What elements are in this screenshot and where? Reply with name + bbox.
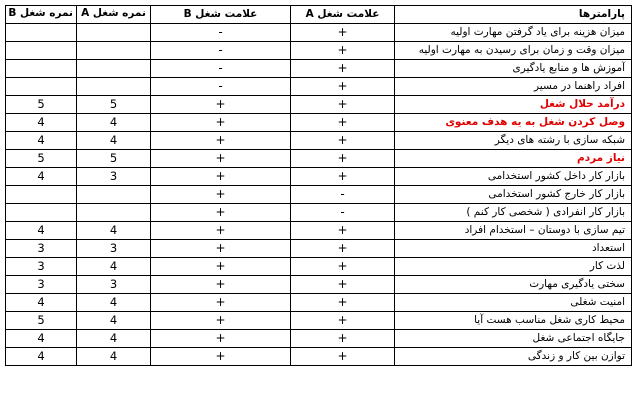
parameter-cell: محیط کاری شغل مناسب هست آیا (395, 312, 632, 330)
header-score-b: نمره شغل B (6, 6, 77, 24)
mark-a-cell: + (291, 294, 395, 312)
mark-b-cell: + (151, 114, 291, 132)
score-b-cell (6, 186, 77, 204)
mark-a-cell: + (291, 96, 395, 114)
score-a-cell: 4 (77, 294, 151, 312)
score-a-cell: 4 (77, 348, 151, 366)
parameter-cell: توازن بین کار و زندگی (395, 348, 632, 366)
table-row (6, 96, 632, 114)
mark-a-cell: + (291, 60, 395, 78)
score-a-cell: 5 (77, 96, 151, 114)
score-a-cell (77, 24, 151, 42)
table-row (6, 222, 632, 240)
header-params: پارامترها (395, 6, 632, 24)
mark-a-cell: - (291, 204, 395, 222)
table-row (6, 42, 632, 60)
mark-b-cell: + (151, 258, 291, 276)
parameter-cell: بازار کار انفرادی ( شخصی کار کنم ) (395, 204, 632, 222)
score-b-cell: 4 (6, 330, 77, 348)
score-a-cell: 3 (77, 276, 151, 294)
table-row (6, 60, 632, 78)
mark-b-cell: - (151, 24, 291, 42)
mark-b-cell: + (151, 348, 291, 366)
parameter-cell: وصل کردن شغل به یه هدف معنوی (395, 114, 632, 132)
mark-b-cell: + (151, 186, 291, 204)
mark-a-cell: + (291, 312, 395, 330)
table-row (6, 240, 632, 258)
header-score-a: نمره شغل A (77, 6, 151, 24)
mark-a-cell: + (291, 168, 395, 186)
score-b-cell: 4 (6, 114, 77, 132)
header-mark-b: علامت شغل B (151, 6, 291, 24)
mark-a-cell: + (291, 348, 395, 366)
table-row (6, 132, 632, 150)
score-a-cell (77, 78, 151, 96)
score-a-cell: 3 (77, 168, 151, 186)
mark-a-cell: + (291, 24, 395, 42)
parameter-cell: آموزش ها و منابع یادگیری (395, 60, 632, 78)
parameter-cell: سختی یادگیری مهارت (395, 276, 632, 294)
mark-b-cell: + (151, 240, 291, 258)
mark-a-cell: - (291, 186, 395, 204)
table-row (6, 150, 632, 168)
score-b-cell: 5 (6, 96, 77, 114)
score-a-cell (77, 204, 151, 222)
mark-b-cell: + (151, 132, 291, 150)
parameter-cell: شبکه سازی با رشته های دیگر (395, 132, 632, 150)
table-row (6, 186, 632, 204)
mark-a-cell: + (291, 150, 395, 168)
score-b-cell: 4 (6, 222, 77, 240)
parameter-cell: بازار کار داخل کشور استخدامی (395, 168, 632, 186)
table-row (6, 258, 632, 276)
score-a-cell (77, 42, 151, 60)
table-row (6, 24, 632, 42)
mark-a-cell: + (291, 240, 395, 258)
score-a-cell: 4 (77, 330, 151, 348)
table-row (6, 312, 632, 330)
table-row (6, 114, 632, 132)
mark-b-cell: + (151, 96, 291, 114)
score-b-cell: 4 (6, 294, 77, 312)
table-row (6, 348, 632, 366)
mark-b-cell: + (151, 204, 291, 222)
score-b-cell (6, 42, 77, 60)
parameter-cell: میزان هزینه برای یاد گرفتن مهارت اولیه (395, 24, 632, 42)
table-row (6, 330, 632, 348)
document-page (5, 5, 631, 366)
mark-a-cell: + (291, 42, 395, 60)
score-b-cell: 3 (6, 240, 77, 258)
table-row (6, 294, 632, 312)
score-a-cell (77, 60, 151, 78)
score-b-cell: 4 (6, 168, 77, 186)
mark-b-cell: + (151, 222, 291, 240)
score-a-cell: 5 (77, 150, 151, 168)
score-a-cell: 4 (77, 132, 151, 150)
parameter-cell: نیاز مردم (395, 150, 632, 168)
score-b-cell: 4 (6, 348, 77, 366)
mark-b-cell: + (151, 294, 291, 312)
mark-a-cell: + (291, 132, 395, 150)
mark-a-cell: + (291, 78, 395, 96)
header-row (6, 6, 632, 24)
mark-a-cell: + (291, 114, 395, 132)
score-a-cell: 3 (77, 240, 151, 258)
parameter-cell: لذت کار (395, 258, 632, 276)
parameter-cell: جایگاه اجتماعی شغل (395, 330, 632, 348)
score-b-cell (6, 204, 77, 222)
table-row (6, 204, 632, 222)
score-b-cell: 5 (6, 312, 77, 330)
table-row (6, 78, 632, 96)
score-b-cell: 3 (6, 258, 77, 276)
parameter-cell: درآمد حلال شغل (395, 96, 632, 114)
score-b-cell: 5 (6, 150, 77, 168)
mark-b-cell: - (151, 78, 291, 96)
header-mark-a: علامت شغل A (291, 6, 395, 24)
parameter-cell: امنیت شغلی (395, 294, 632, 312)
mark-b-cell: + (151, 330, 291, 348)
score-a-cell: 4 (77, 258, 151, 276)
mark-a-cell: + (291, 330, 395, 348)
mark-b-cell: - (151, 42, 291, 60)
parameter-cell: تیم سازی با دوستان – استخدام افراد (395, 222, 632, 240)
mark-a-cell: + (291, 222, 395, 240)
score-b-cell: 3 (6, 276, 77, 294)
score-a-cell: 4 (77, 222, 151, 240)
mark-b-cell: - (151, 60, 291, 78)
mark-a-cell: + (291, 258, 395, 276)
mark-b-cell: + (151, 312, 291, 330)
score-a-cell: 4 (77, 312, 151, 330)
score-a-cell (77, 186, 151, 204)
parameter-cell: افراد راهنما در مسیر (395, 78, 632, 96)
score-b-cell (6, 24, 77, 42)
table-row (6, 168, 632, 186)
score-b-cell (6, 78, 77, 96)
mark-b-cell: + (151, 150, 291, 168)
job-comparison-table (5, 5, 632, 366)
parameter-cell: استعداد (395, 240, 632, 258)
mark-b-cell: + (151, 276, 291, 294)
mark-a-cell: + (291, 276, 395, 294)
mark-b-cell: + (151, 168, 291, 186)
parameter-cell: بازار کار خارج کشور استخدامی (395, 186, 632, 204)
table-row (6, 276, 632, 294)
parameter-cell: میزان وقت و زمان برای رسیدن به مهارت اولیه (395, 42, 632, 60)
score-b-cell (6, 60, 77, 78)
score-a-cell: 4 (77, 114, 151, 132)
score-b-cell: 4 (6, 132, 77, 150)
